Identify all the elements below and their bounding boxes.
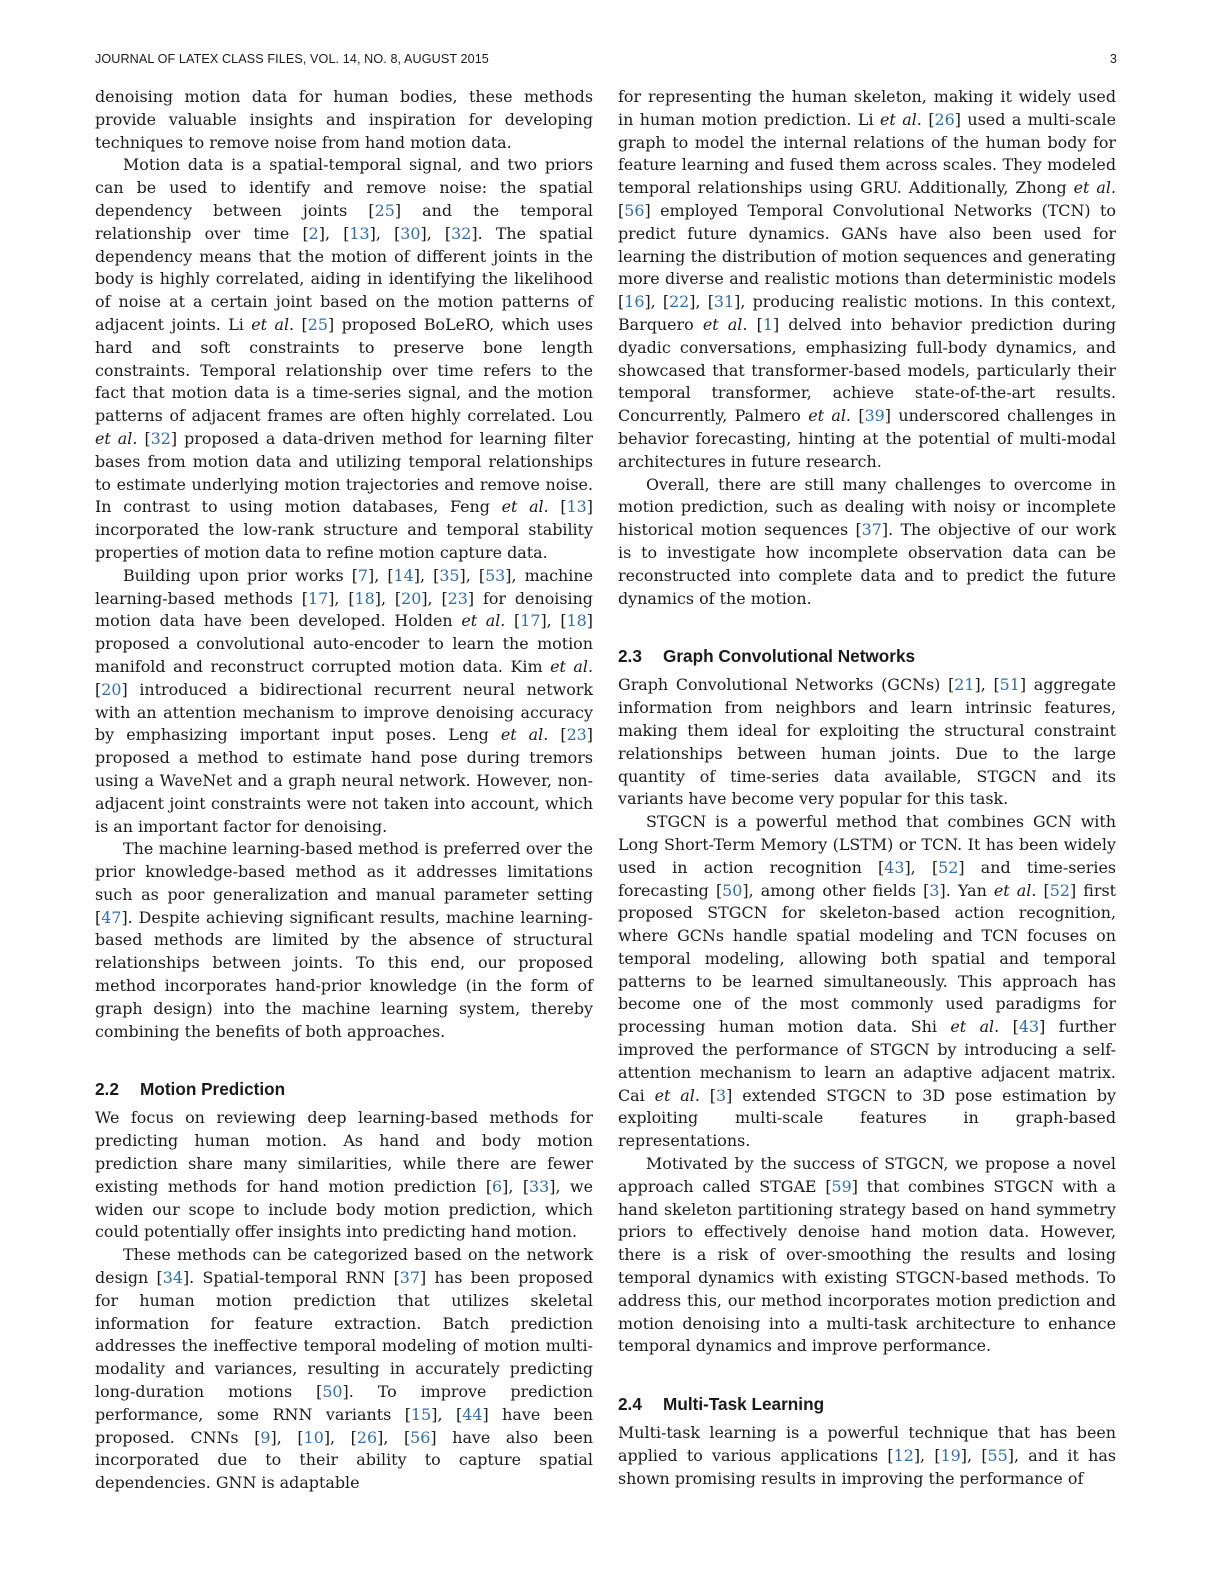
citation-link[interactable]: 19: [940, 1446, 961, 1466]
citation-link[interactable]: 56: [624, 200, 645, 220]
citation-link[interactable]: 53: [485, 565, 506, 585]
citation-link[interactable]: 30: [400, 223, 421, 243]
citation-link[interactable]: 26: [934, 109, 955, 129]
citation-link[interactable]: 3: [716, 1085, 727, 1105]
et-al: et al.: [95, 428, 138, 448]
citation-link[interactable]: 20: [401, 588, 422, 608]
section-number: 2.2: [95, 1079, 119, 1100]
citation-link[interactable]: 23: [447, 588, 468, 608]
citation-link[interactable]: 25: [307, 314, 328, 334]
et-al: et al.: [461, 611, 506, 631]
paragraph: STGCN is a powerful method that combines GCN with Long Short-Term Memory (LSTM) or TCN. It has been widely used in action recognition [43], [52] and time-series forecasting [50], among other fields [3]. Yan et al. [52] first proposed STGCN for skeleton-based action recognition, where GCNs handle spatial modeling and TCN focuses on temporal modeling, allowing both spatial and temporal patterns to be learned simultaneously. This approach has become one of the most commonly used paradigms for processing human motion data. Shi et al. [43] further improved the performance of STGCN by introducing a self-attention mechanism to learn an adaptive adjacent matrix. Cai et al. [3] extended STGCN to 3D pose estimation by exploiting multi-scale features in graph-based representations.: [618, 812, 1117, 1151]
citation-link[interactable]: 20: [101, 679, 122, 699]
section-number: 2.4: [618, 1394, 642, 1415]
paragraph: Motion data is a spatial-temporal signal, and two priors can be used to identify and remove noise: the spatial dependency between joints [25] and the temporal relationship over time [2], [13], [30], [32]. The spatial dependency means that the motion of different joints in the body is highly correlated, aiding in identifying the likelihood of noise at a certain joint based on the motion patterns of adjacent joints. Li et al. [25] proposed BoLeRO, which uses hard and soft constraints to preserve bone length constraints. Temporal relationship over time refers to the fact that motion data is a time-series signal, and the motion patterns of adjacent frames are often highly correlated. Lou et al. [32] proposed a data-driven method for learning filter bases from motion data and utilizing temporal relationships to estimate underlying motion trajectories and remove noise. In contrast to using motion databases, Feng et al. [13] incorporated the low-rank structure and temporal stability properties of motion data to refine motion capture data.: [95, 155, 594, 562]
citation-link[interactable]: 7: [357, 565, 369, 585]
section-title: Graph Convolutional Networks: [663, 646, 916, 667]
citation-link[interactable]: 32: [451, 223, 472, 243]
et-al: et al.: [654, 1085, 700, 1105]
et-al: et al.: [702, 314, 748, 334]
citation-link[interactable]: 52: [938, 857, 959, 877]
et-al: et al.: [251, 314, 295, 334]
page-number: 3: [1109, 52, 1117, 66]
citation-link[interactable]: 18: [566, 611, 587, 631]
citation-link[interactable]: 22: [669, 292, 690, 312]
citation-link[interactable]: 50: [322, 1382, 343, 1402]
citation-link[interactable]: 33: [529, 1176, 550, 1196]
section-heading-graph-convolutional-networks: [618, 645, 1116, 667]
citation-link[interactable]: 6: [492, 1176, 503, 1196]
citation-link[interactable]: 37: [399, 1268, 421, 1288]
citation-link[interactable]: 43: [884, 857, 905, 877]
citation-link[interactable]: 26: [356, 1427, 378, 1447]
citation-link[interactable]: 12: [893, 1446, 914, 1466]
citation-link[interactable]: 37: [861, 520, 882, 540]
et-al: et al.: [501, 497, 549, 517]
citation-link[interactable]: 47: [101, 907, 122, 927]
paragraph: Motivated by the success of STGCN, we propose a novel approach called STGAE [59] that combines STGCN with a hand skeleton partitioning strategy based on hand symmetry priors to effectively denoise hand motion data. However, there is a risk of over-smoothing the results and losing temporal dynamics with existing STGCN-based methods. To address this, our method incorporates motion prediction and motion denoising into a multi-task architecture to enhance temporal dynamics and improve performance.: [618, 1154, 1116, 1356]
et-al: et al.: [993, 880, 1037, 900]
et-al: et al.: [950, 1017, 1000, 1037]
citation-link[interactable]: 50: [722, 880, 743, 900]
citation-link[interactable]: 59: [831, 1176, 852, 1196]
section-title: Motion Prediction: [140, 1079, 286, 1100]
citation-link[interactable]: 13: [349, 223, 370, 243]
citation-link[interactable]: 31: [713, 292, 735, 312]
paragraph: for representing the human skeleton, making it widely used in human motion prediction. Li et al. [26] used a multi-scale graph to model the internal relations of the human body for feature learning and fused them across scales. They modeled temporal relationships using GRU. Additionally, Zhong et al. [56] employed Temporal Convolutional Networks (TCN) to predict future dynamics. GANs have also been used for learning the distribution of motion sequences and generating more diverse and realistic motions than deterministic models [16], [22], [31], producing realistic motions. In this context, Barquero et al. [1] delved into behavior prediction during dyadic conversations, emphasizing full-body dynamics, and showcased that transformer-based models, particularly their temporal transformer, achieve state-of-the-art results. Concurrently, Palmero et al. [39] underscored challenges in behavior forecasting, hinting at the potential of multi-modal architectures in future research.: [618, 87, 1116, 471]
citation-link[interactable]: 44: [462, 1404, 483, 1424]
citation-link[interactable]: 35: [439, 565, 460, 585]
paragraph: Multi-task learning is a powerful technique that has been applied to various applications [12], [19], [55], and it has shown promising results in improving the performance of: [618, 1423, 1116, 1488]
section-title: Multi-Task Learning: [663, 1394, 825, 1415]
et-al: et al.: [550, 656, 593, 676]
section-heading-multi-task-learning: [618, 1393, 1116, 1415]
section-number: 2.3: [618, 646, 642, 667]
citation-link[interactable]: 51: [999, 675, 1020, 695]
citation-link[interactable]: 21: [954, 675, 975, 695]
citation-link[interactable]: 16: [624, 292, 645, 312]
paragraph: The machine learning-based method is preferred over the prior knowledge-based method as it addresses limitations such as poor generalization and manual parameter setting [47]. Despite achieving significant results, machine learning-based methods are limited by the absence of structural relationships between joints. To this end, our proposed method incorporates hand-prior knowledge (in the form of graph design) into the machine learning system, thereby combining the benefits of both approaches.: [95, 839, 593, 1041]
citation-link[interactable]: 3: [929, 880, 940, 900]
citation-link[interactable]: 39: [864, 406, 885, 426]
paragraph: We focus on reviewing deep learning-based methods for predicting human motion. As hand and body motion prediction share many similarities, while there are fewer existing methods for hand motion prediction [6], [33], we widen our scope to include body motion prediction, which could potentially offer insights into predicting hand motion.: [95, 1108, 593, 1242]
paragraph: denoising motion data for human bodies, these methods provide valuable insights and inspiration for developing techniques to remove noise from hand motion data.: [95, 87, 593, 152]
citation-link[interactable]: 13: [566, 497, 587, 517]
citation-link[interactable]: 55: [987, 1446, 1008, 1466]
citation-link[interactable]: 9: [260, 1427, 271, 1447]
citation-link[interactable]: 18: [354, 588, 375, 608]
journal-title: JOURNAL OF LATEX CLASS FILES, VOL. 14, NO. 8, AUGUST 2015: [95, 52, 489, 66]
citation-link[interactable]: 2: [308, 223, 319, 243]
citation-link[interactable]: 10: [303, 1427, 324, 1447]
paragraph: Overall, there are still many challenges to overcome in motion prediction, such as dealing with noisy or incomplete historical motion sequences [37]. The objective of our work is to investigate how incomplete observation data can be reconstructed into complete data and to predict the future dynamics of the motion.: [618, 474, 1116, 608]
citation-link[interactable]: 14: [393, 565, 414, 585]
et-al: et al.: [500, 725, 549, 745]
paragraph: Graph Convolutional Networks (GCNs) [21], [51] aggregate information from neighbors and learn intrinsic features, making them ideal for exploiting the structural constraint relationships between human joints. Due to the large quantity of time-series data available, STGCN and its variants have become very popular for this task.: [618, 675, 1117, 809]
left-column: [95, 86, 593, 1495]
citation-link[interactable]: 1: [762, 314, 773, 334]
et-al: et al.: [1073, 178, 1116, 198]
citation-link[interactable]: 23: [566, 725, 587, 745]
paragraph: Building upon prior works [7], [14], [35], [53], machine learning-based methods [17], [18], [20], [23] for denoising motion data have been developed. Holden et al. [17], [18] proposed a convolutional auto-encoder to learn the motion manifold and reconstruct corrupted motion data. Kim et al. [20] introduced a bidirectional recurrent neural network with an attention mechanism to improve denoising accuracy by emphasizing important input poses. Leng et al. [23] proposed a method to estimate hand pose during tremors using a WaveNet and a graph neural network. However, non-adjacent joint constraints were not taken into account, which is an important factor for denoising.: [95, 565, 593, 836]
running-header: [95, 52, 1117, 66]
section-heading-motion-prediction: [95, 1078, 593, 1100]
et-al: et al.: [880, 109, 922, 129]
citation-link[interactable]: 34: [162, 1268, 183, 1288]
citation-link[interactable]: 56: [410, 1427, 431, 1447]
citation-link[interactable]: 15: [411, 1404, 432, 1424]
citation-link[interactable]: 43: [1018, 1017, 1040, 1037]
citation-link[interactable]: 17: [520, 611, 541, 631]
right-column: [618, 86, 1116, 1491]
citation-link[interactable]: 52: [1049, 880, 1070, 900]
et-al: et al.: [808, 406, 851, 426]
paragraph: These methods can be categorized based on the network design [34]. Spatial-temporal RNN [37] has been proposed for human motion prediction that utilizes skeletal information for feature extraction. Batch prediction addresses the ineffective temporal modeling of motion multi-modality and variances, resulting in accurately predicting long-duration motions [50]. To improve prediction performance, some RNN variants [15], [44] have been proposed. CNNs [9], [10], [26], [56] have also been incorporated due to their ability to capture spatial dependencies. GNN is adaptable: [95, 1245, 594, 1493]
citation-link[interactable]: 17: [307, 588, 329, 608]
citation-link[interactable]: 25: [374, 200, 395, 220]
citation-link[interactable]: 32: [150, 428, 171, 448]
